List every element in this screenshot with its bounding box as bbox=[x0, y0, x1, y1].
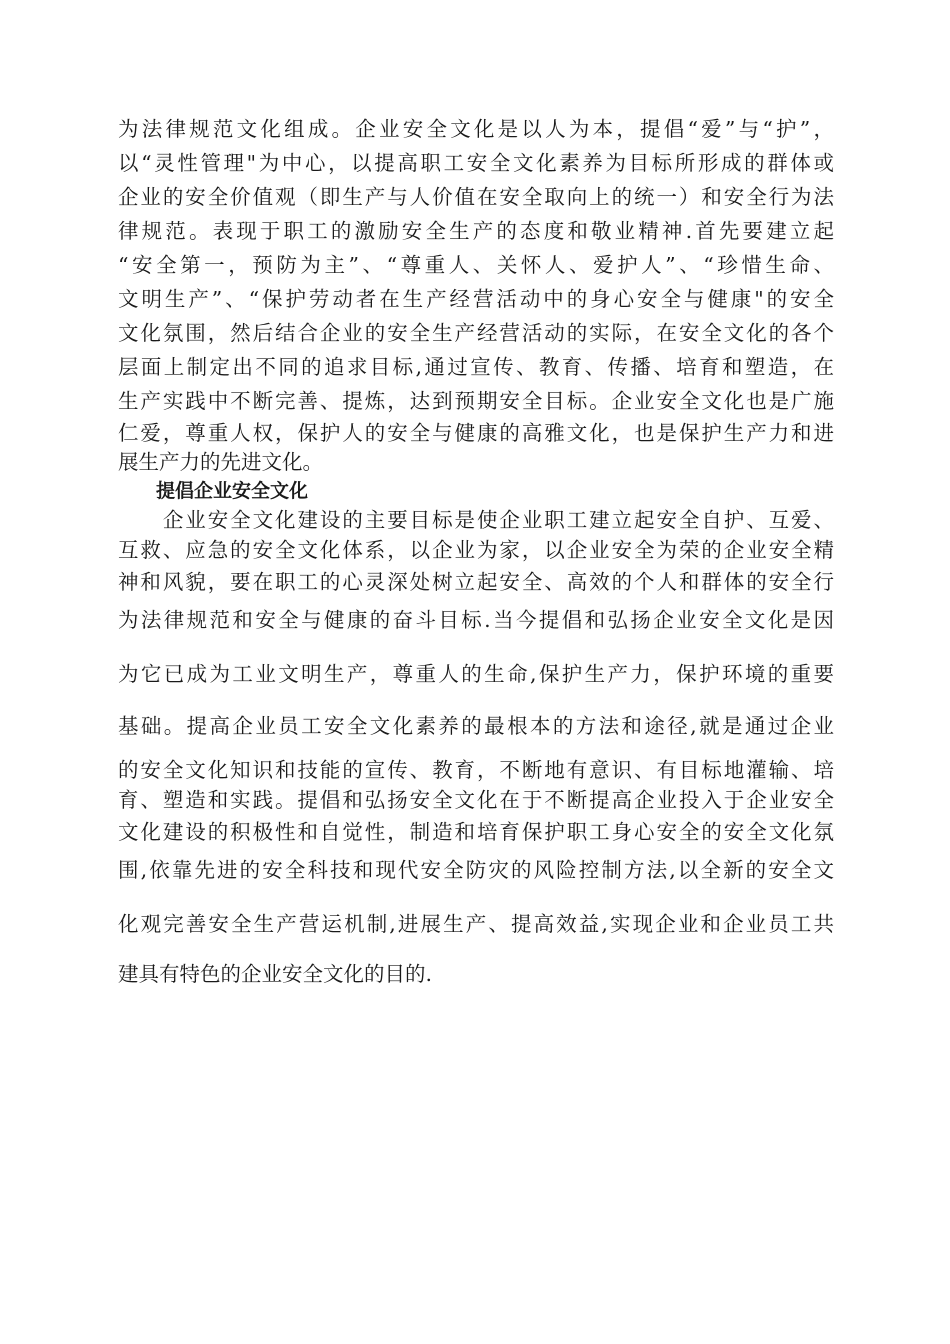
text-line: 化观完善安全生产营运机制,进展生产、提高效益,实现企业和企业员工共 bbox=[118, 912, 834, 936]
text-line: 基础。提高企业员工安全文化素养的最根本的方法和途径,就是通过企业 bbox=[118, 714, 834, 738]
text-line: 律规范。表现于职工的激励安全生产的态度和敬业精神.首先要建立起 bbox=[118, 219, 834, 243]
text-line: 企业安全文化建设的主要目标是使企业职工建立起安全自护、互爱、 bbox=[118, 508, 834, 532]
section-heading: 提倡企业安全文化 bbox=[156, 480, 309, 502]
text-line: 围,依靠先进的安全科技和现代安全防灾的风险控制方法,以全新的安全文 bbox=[118, 858, 834, 882]
text-line: 文明生产”、“保护劳动者在生产经营活动中的身心安全与健康"的安全 bbox=[118, 287, 834, 311]
text-line: 文化氛围，然后结合企业的安全生产经营活动的实际，在安全文化的各个 bbox=[118, 321, 834, 345]
text-line: “安全第一，预防为主”、“尊重人、关怀人、爱护人”、“珍惜生命、 bbox=[118, 253, 834, 277]
text-line: 仁爱，尊重人权，保护人的安全与健康的高雅文化，也是保护生产力和进 bbox=[118, 421, 834, 445]
paragraph-1 bbox=[118, 112, 834, 477]
text-line: 为它已成为工业文明生产，尊重人的生命,保护生产力，保护环境的重要 bbox=[118, 662, 834, 686]
text-line: 层面上制定出不同的追求目标,通过宣传、教育、传播、培育和塑造，在 bbox=[118, 355, 834, 379]
text-line: 的安全文化知识和技能的宣传、教育，不断地有意识、有目标地灌输、培 bbox=[118, 758, 834, 782]
paragraph-2 bbox=[118, 505, 834, 991]
text-line: 育、塑造和实践。提倡和弘扬安全文化在于不断提高企业投入于企业安全 bbox=[118, 788, 834, 812]
text-line: 互救、应急的安全文化体系，以企业为家，以企业安全为荣的企业安全精 bbox=[118, 538, 834, 562]
text-line: 为法律规范文化组成。企业安全文化是以人为本，提倡“爱”与“护”， bbox=[118, 117, 834, 141]
text-line: 展生产力的先进文化。 bbox=[118, 450, 323, 474]
text-line: 为法律规范和安全与健康的奋斗目标.当今提倡和弘扬企业安全文化是因 bbox=[118, 608, 834, 632]
text-line: 神和风貌，要在职工的心灵深处树立起安全、高效的个人和群体的安全行 bbox=[118, 570, 834, 594]
text-line: 以“灵性管理"为中心，以提高职工安全文化素养为目标所形成的群体或 bbox=[118, 151, 834, 175]
text-line: 建具有特色的企业安全文化的目的. bbox=[118, 962, 433, 986]
text-line: 文化建设的积极性和自觉性，制造和培育保护职工身心安全的安全文化氛 bbox=[118, 820, 834, 844]
text-line: 企业的安全价值观（即生产与人价值在安全取向上的统一）和安全行为法 bbox=[118, 185, 834, 209]
document-body bbox=[118, 112, 834, 991]
text-line: 生产实践中不断完善、提炼，达到预期安全目标。企业安全文化也是广施 bbox=[118, 389, 834, 413]
